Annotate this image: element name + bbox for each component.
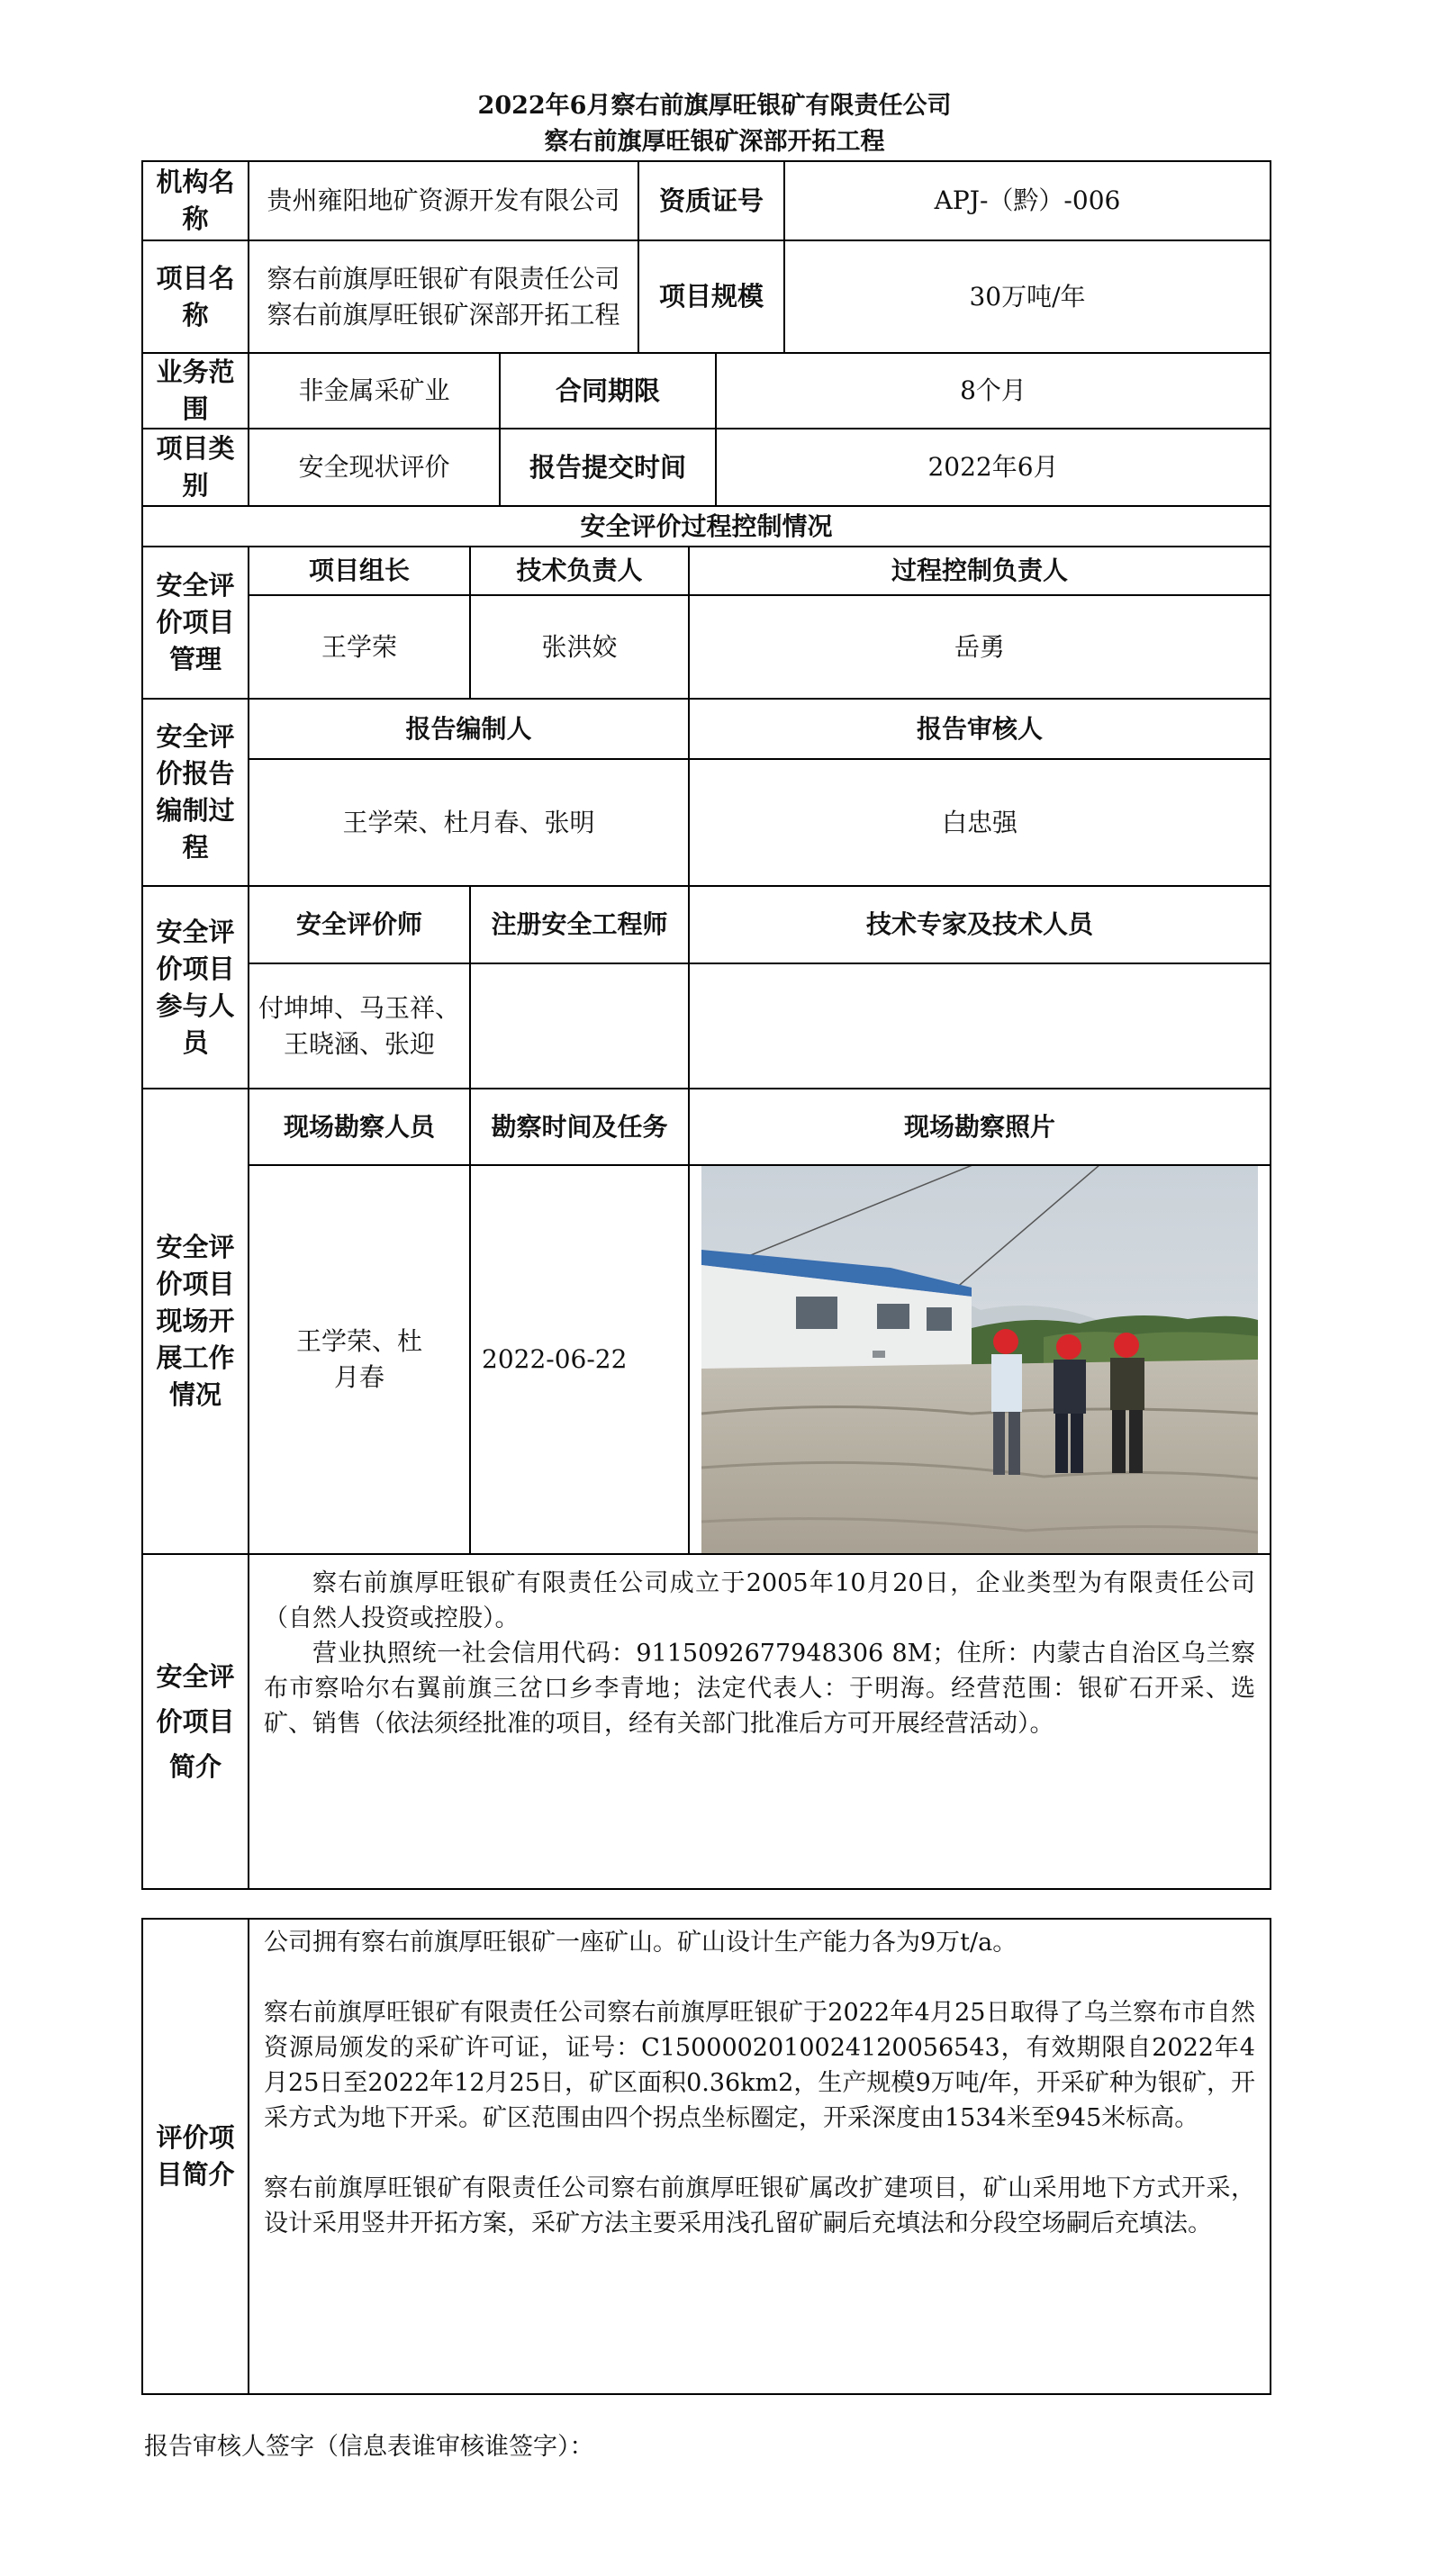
safety-engineer-header: 注册安全工程师 xyxy=(471,887,688,963)
report-reviewer-header: 报告审核人 xyxy=(690,700,1270,758)
intro-paragraph-2: 营业执照统一社会信用代码：9115092677948306 8M；住所：内蒙古自治区乌兰察布市察哈尔右翼前旗三岔口乡李青地；法定代表人：于明海。经营范围：银矿石开采、选矿、销售（依法须经批准的项目，经有关部门批准后方可开展经营活动）。 xyxy=(264,1640,1255,1738)
project-intro-text xyxy=(249,1555,1270,1888)
survey-time-header: 勘察时间及任务 xyxy=(471,1089,688,1164)
submit-time-label: 报告提交时间 xyxy=(501,429,715,505)
report-process-label: 安全评价报告编制过程 xyxy=(143,700,248,885)
evaluation-table xyxy=(141,1918,1271,2395)
site-photo-cell xyxy=(690,1166,1270,1553)
evaluation-intro-label: 评价项目简介 xyxy=(143,1920,248,2393)
business-scope-value: 非金属采矿业 xyxy=(249,354,499,428)
surveyors-header: 现场勘察人员 xyxy=(249,1089,469,1164)
scale-value: 30万吨/年 xyxy=(785,241,1270,352)
project-type-value: 安全现状评价 xyxy=(249,429,499,505)
report-author-header: 报告编制人 xyxy=(249,700,688,758)
expert-header: 技术专家及技术人员 xyxy=(690,887,1270,963)
project-name-value: 察右前旗厚旺银矿有限责任公司察右前旗厚旺银矿深部开拓工程 xyxy=(249,241,638,352)
participants-label: 安全评价项目参与人员 xyxy=(143,887,248,1088)
page-subtitle: 察右前旗厚旺银矿深部开拓工程 xyxy=(544,128,885,156)
leader-value: 王学荣 xyxy=(249,596,469,698)
evaluator-header: 安全评价师 xyxy=(249,887,469,963)
evaluators-value: 付坤坤、马玉祥、王晓涵、张迎 xyxy=(249,964,469,1088)
scale-label: 项目规模 xyxy=(639,241,783,352)
experts-value xyxy=(690,964,1270,1088)
intro-paragraph-1: 察右前旗厚旺银矿有限责任公司成立于2005年10月20日，企业类型为有限责任公司（自然人投资或控股）。 xyxy=(264,1569,1255,1632)
evaluation-intro-text xyxy=(249,1920,1270,2393)
leader-header: 项目组长 xyxy=(249,547,469,594)
project-name-label: 项目名称 xyxy=(143,241,248,352)
report-reviewer-value: 白忠强 xyxy=(690,760,1270,885)
surveyors-value: 王学荣、杜月春 xyxy=(249,1166,469,1553)
site-work-label: 安全评价项目现场开展工作情况 xyxy=(143,1089,248,1553)
cert-value: APJ-（黔）-006 xyxy=(785,162,1270,240)
control-section-header: 安全评价过程控制情况 xyxy=(143,507,1270,546)
evaluation-paragraph-1: 公司拥有察右前旗厚旺银矿一座矿山。矿山设计生产能力各为9万t/a。 xyxy=(264,1929,1017,1957)
org-label: 机构名称 xyxy=(143,162,248,240)
site-photo-header: 现场勘察照片 xyxy=(690,1089,1270,1164)
management-label: 安全评价项目管理 xyxy=(143,547,248,698)
project-intro-label: 安全评价项目简介 xyxy=(143,1555,248,1888)
contract-period-label: 合同期限 xyxy=(501,354,715,428)
business-scope-label: 业务范围 xyxy=(143,354,248,428)
org-value: 贵州雍阳地矿资源开发有限公司 xyxy=(249,162,638,240)
safety-engineers-value xyxy=(471,964,688,1088)
site-survey-photo xyxy=(701,1166,1258,1553)
report-authors-value: 王学荣、杜月春、张明 xyxy=(249,760,688,885)
page-title: 2022年6月察右前旗厚旺银矿有限责任公司 xyxy=(477,92,952,120)
survey-date-value: 2022-06-22 xyxy=(471,1166,688,1553)
evaluation-paragraph-3: 察右前旗厚旺银矿有限责任公司察右前旗厚旺银矿属改扩建项目，矿山采用地下方式开采，设计采用竖井开拓方案，采矿方法主要采用浅孔留矿嗣后充填法和分段空场嗣后充填法。 xyxy=(264,2174,1255,2237)
tech-lead-value: 张洪姣 xyxy=(471,596,688,698)
tech-lead-header: 技术负责人 xyxy=(471,547,688,594)
info-table xyxy=(141,160,1271,1890)
cert-label: 资质证号 xyxy=(639,162,783,240)
process-control-value: 岳勇 xyxy=(690,596,1270,698)
contract-period-value: 8个月 xyxy=(717,354,1270,428)
reviewer-signature-line: 报告审核人签字（信息表谁审核谁签字）： xyxy=(144,2433,594,2461)
submit-time-value: 2022年6月 xyxy=(717,429,1270,505)
project-type-label: 项目类别 xyxy=(143,429,248,505)
evaluation-paragraph-2: 察右前旗厚旺银矿有限责任公司察右前旗厚旺银矿于2022年4月25日取得了乌兰察布市自然资源局颁发的采矿许可证，证号：C1500002010024120056543，有效期限自2022年4月25日至2022年12月25日，矿区面积0.36km2，生产规模9万吨/年，开采矿种为银矿，开采方式为地下开采。矿区范围由四个拐点坐标圈定，开采深度由1534米至945米标高。 xyxy=(264,1999,1255,2132)
process-control-header: 过程控制负责人 xyxy=(690,547,1270,594)
